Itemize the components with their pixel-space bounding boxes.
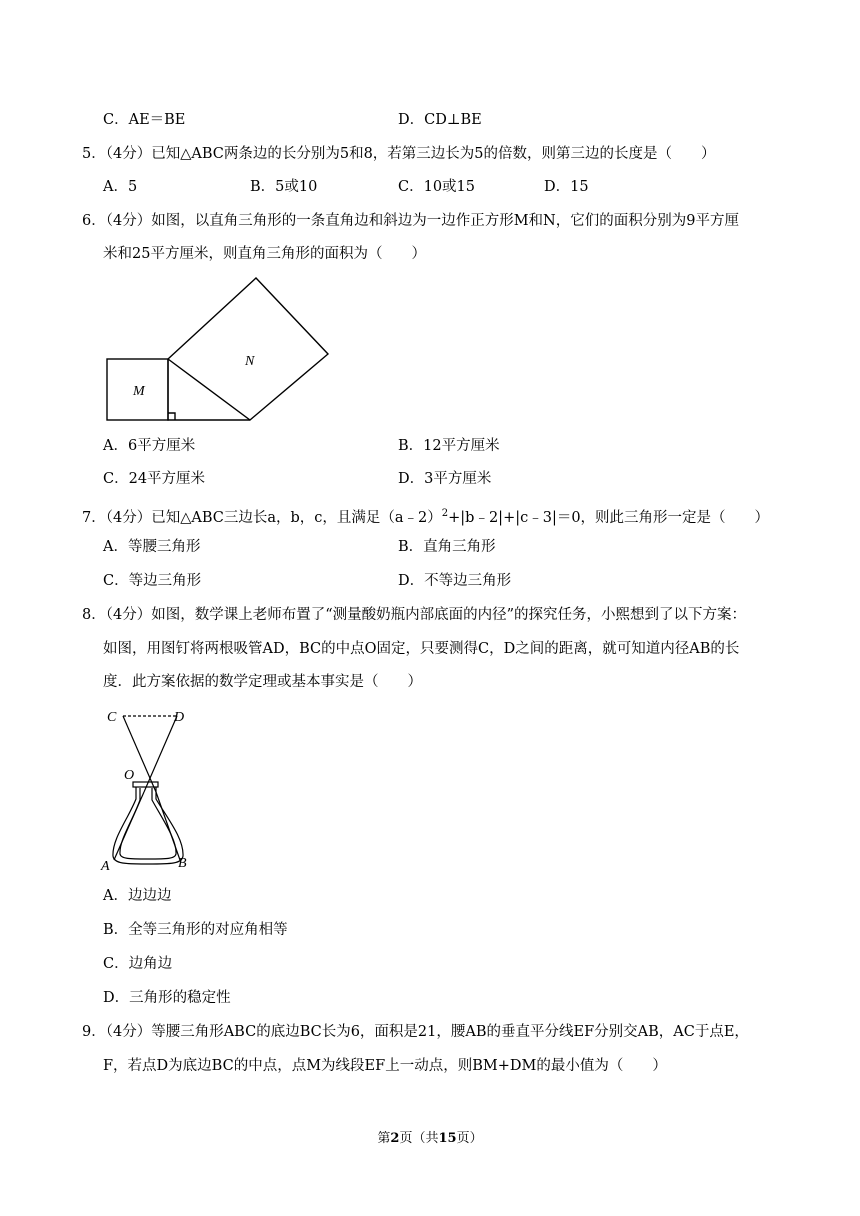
footer-page-number: 2 bbox=[390, 1131, 400, 1146]
q8-figure bbox=[98, 704, 198, 874]
square-n bbox=[168, 278, 328, 420]
q7-option-a: A．等腰三角形 bbox=[103, 539, 201, 555]
q5-option-c: C．10或15 bbox=[398, 179, 475, 195]
right-angle-mark bbox=[168, 413, 175, 420]
q5-option-a: A．5 bbox=[103, 179, 138, 195]
q7-stem-pre: 7．（4分）已知△ABC三边长a，b，c，且满足（a﹣2） bbox=[82, 509, 442, 526]
label-a: A bbox=[101, 859, 110, 874]
label-d: D bbox=[174, 710, 185, 725]
q5-stem: 5．（4分）已知△ABC两条边的长分别为5和8，若第三边长为5的倍数，则第三边的长度是（ ） bbox=[82, 146, 716, 162]
q6-stem-line1: 6．（4分）如图，以直角三角形的一条直角边和斜边为一边作正方形M和N，它们的面积分别为9平方厘 bbox=[82, 213, 739, 229]
footer-total-pages: 15 bbox=[438, 1131, 457, 1146]
label-n: N bbox=[245, 354, 255, 369]
footer-mid: 页（共 bbox=[399, 1131, 439, 1146]
q4-option-c: C．AE＝BE bbox=[103, 112, 186, 128]
q8-stem-line3: 度．此方案依据的数学定理或基本事实是（ ） bbox=[103, 674, 422, 690]
straw-a bbox=[114, 792, 144, 860]
q8-stem-line1: 8．（4分）如图，数学课上老师布置了“测量酸奶瓶内部底面的内径”的探究任务，小熙想到了以下方案： bbox=[82, 607, 747, 623]
label-m: M bbox=[133, 384, 145, 399]
q8-option-b: B．全等三角形的对应角相等 bbox=[103, 922, 288, 938]
q9-stem-line2: F，若点D为底边BC的中点，点M为线段EF上一动点，则BM+DM的最小值为（ ） bbox=[103, 1058, 667, 1074]
q8-option-d: D．三角形的稳定性 bbox=[103, 990, 231, 1006]
straw-d bbox=[144, 716, 177, 792]
q8-option-a: A．边边边 bbox=[103, 888, 172, 904]
label-b: B bbox=[178, 856, 187, 871]
q6-option-d: D．3平方厘米 bbox=[398, 471, 492, 487]
bottle-cap bbox=[133, 782, 158, 787]
q6-option-b: B．12平方厘米 bbox=[398, 438, 500, 454]
q8-option-c: C．边角边 bbox=[103, 956, 173, 972]
q4-option-d: D．CD⊥BE bbox=[398, 112, 482, 128]
q5-option-d: D．15 bbox=[544, 179, 589, 195]
q6-stem-line2: 米和25平方厘米，则直角三角形的面积为（ ） bbox=[103, 246, 426, 262]
page-footer bbox=[0, 1127, 860, 1146]
q7-option-c: C．等边三角形 bbox=[103, 573, 202, 589]
bottle-outer bbox=[113, 787, 183, 864]
q7-exponent: 2 bbox=[441, 508, 449, 519]
q7-stem-post: +|b﹣2|+|c﹣3|＝0，则此三角形一定是（ ） bbox=[448, 509, 770, 526]
footer-post: 页） bbox=[456, 1131, 483, 1146]
q6-figure bbox=[100, 272, 330, 424]
q6-option-c: C．24平方厘米 bbox=[103, 471, 206, 487]
q7-option-b: B．直角三角形 bbox=[398, 539, 496, 555]
label-c: C bbox=[107, 710, 117, 725]
label-o: O bbox=[124, 768, 135, 783]
q9-stem-line1: 9．（4分）等腰三角形ABC的底边BC长为6，面积是21，腰AB的垂直平分线EF分别交AB，AC于点E， bbox=[82, 1024, 749, 1040]
q7-option-d: D．不等边三角形 bbox=[398, 573, 512, 589]
footer-pre: 第 bbox=[377, 1131, 391, 1146]
q7-stem bbox=[82, 504, 769, 528]
straw-b bbox=[156, 792, 180, 860]
q5-option-b: B．5或10 bbox=[250, 179, 318, 195]
q6-option-a: A．6平方厘米 bbox=[103, 438, 196, 454]
q8-stem-line2: 如图，用图钉将两根吸管AD，BC的中点O固定，只要测得C，D之间的距离，就可知道内径AB的长 bbox=[103, 641, 740, 657]
